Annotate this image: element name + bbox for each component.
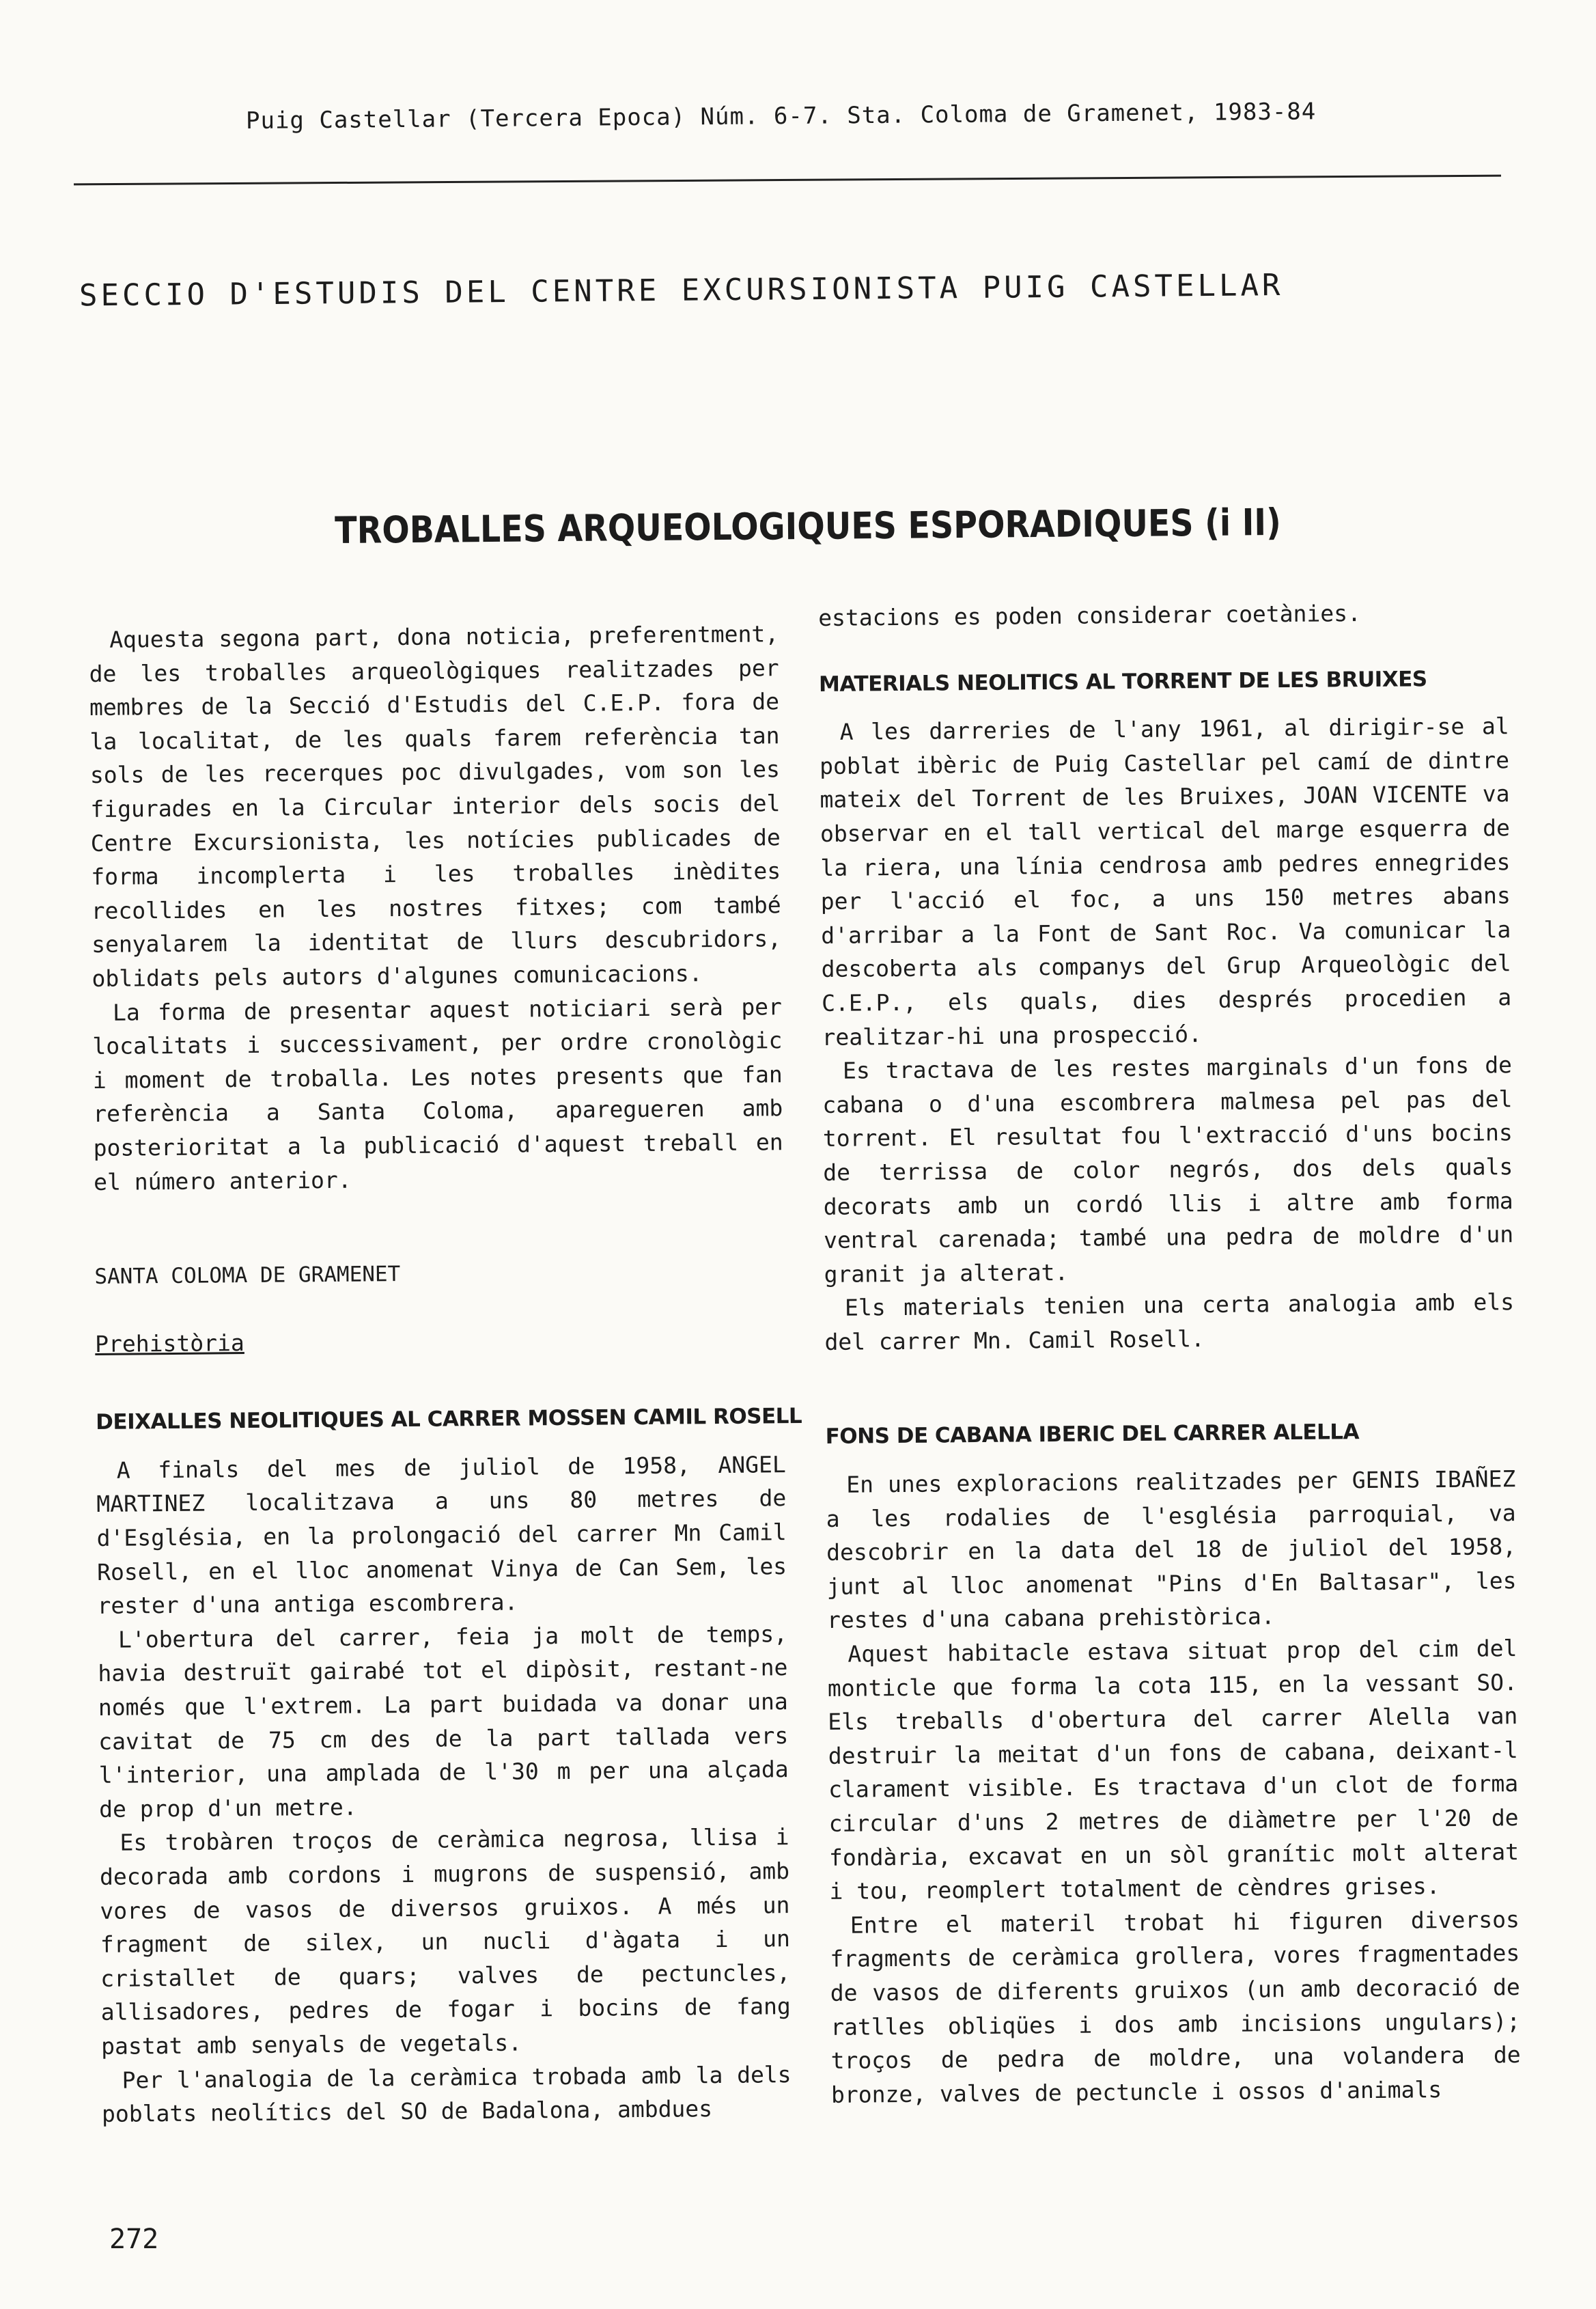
place-heading: SANTA COLOMA DE GRAMENET [94, 1262, 401, 1290]
section-1-paragraph-4: Per l'analogia de la ceràmica trobada amb la dels poblats neolítics del SO de Badalona, ambdues [101, 2060, 792, 2128]
running-head: Puig Castellar (Tercera Epoca) Núm. 6-7. Sta. Coloma de Gramenet, 1983-84 [245, 98, 1317, 135]
intro-paragraph-1: Aquesta segona part, dona noticia, preferentment, de les troballes arqueològiques realitzades per membres de la Secció d'Estudis del C.E.P. fora de la localitat, de les quals farem referència tan sols de les recerques poc divulgades, vom son les figurades en la Circular interior dels socis del Centre Excursionista, les notícies publicades de forma incomplerta i les troballes inèdites recollides en les nostres fitxes; com també senyalarem la identitat de llurs descubridors, oblidats pels autors d'algunes comunicacions. [89, 620, 782, 992]
section-1-paragraph-2: L'obertura del carrer, feia ja molt de temps, havia destruït gairabé tot el dipòsit, restant-ne només que l'extrem. La part buidada va donar una cavitat de 75 cm des de la part tallada vers l'interior, una amplada de l'30 m per una alçada de prop d'un metre. [98, 1620, 789, 1823]
section-title: SECCIO D'ESTUDIS DEL CENTRE EXCURSIONISTA PUIG CASTELLAR [79, 268, 1284, 314]
section-heading-1: DEIXALLES NEOLITIQUES AL CARRER MOSSEN CAMIL ROSELL [96, 1404, 802, 1435]
section-2-paragraph-3: Els materials tenien una certa analogia amb els del carrer Mn. Camil Rosell. [824, 1288, 1515, 1355]
section-3-paragraph-2: Aquest habitacle estava situat prop del cim del monticle que forma la cota 115, en la vessant SO. Els treballs d'obertura del carrer Alella van destruir la meitat d'un fons de cabana, deixant-l clarament visible. Es tractava d'un clot de forma circular d'uns 2 metres de diàmetre per l'20 de fondària, excavat en un sòl granític molt alterat i tou, reomplert totalment de cèndres grises. [827, 1635, 1520, 1905]
section-heading-2: MATERIALS NEOLITICS AL TORRENT DE LES BRUIXES [818, 666, 1427, 697]
continuation-text: estacions es poden considerar coetànies. [818, 600, 1362, 631]
intro-paragraph-2: La forma de presentar aquest noticiari serà per localitats i successivament, per ordre cronològic i moment de troballa. Les notes presents que fan referència a Santa Coloma, aparegueren amb posterioritat a la publicació d'aquest treball en el número anterior. [92, 993, 783, 1195]
header-rule [74, 175, 1501, 186]
section-heading-3: FONS DE CABANA IBERIC DEL CARRER ALELLA [825, 1420, 1360, 1450]
section-1-paragraph-1: A finals del mes de juliol de 1958, ANGEL MARTINEZ localitzava a uns 80 metres de d'Església, en la prolongació del carrer Mn Camil Rosell, en el lloc anomenat Vinya de Can Sem, les rester d'una antiga escombrera. [96, 1451, 787, 1620]
page-number: 272 [109, 2224, 159, 2255]
period-subheading: Prehistòria [95, 1329, 244, 1357]
section-2-paragraph-2: Es tractava de les restes marginals d'un fons de cabana o d'una escombrera malmesa pel pas del torrent. El resultat fou l'extracció d'uns bocins de terrissa de color negrós, dos dels quals decorats amb un cordó llis i altre amb forma ventral carenada; també una pedra de moldre d'un granit ja alterat. [822, 1051, 1514, 1288]
left-column [89, 617, 802, 2131]
section-3-paragraph-1: En unes exploracions realitzades per GENIS IBAÑEZ a les rodalies de l'església parroquial, va descobrir en la data del 18 de juliol del 1958, junt al lloc anomenat "Pins d'En Baltasar", les restes d'una cabana prehistòrica. [826, 1465, 1517, 1634]
article-title: TROBALLES ARQUEOLOGIQUES ESPORADIQUES (i II) [335, 500, 1282, 552]
section-2-paragraph-1: A les darreries de l'any 1961, al dirigir-se al poblat ibèric de Puig Castellar pel camí de dintre mateix del Torrent de les Bruixes, JOAN VICENTE va observar en el tall vertical del marge esquerra de la riera, una línia cendrosa amb pedres ennegrides per l'acció el foc, a uns 150 metres abans d'arribar a la Font de Sant Roc. Va comunicar la descoberta als companys del Grup Arqueològic del C.E.P., els quals, dies després procedien a realitzar-hi una prospecció. [819, 713, 1512, 1051]
right-column [818, 595, 1521, 2112]
section-3-paragraph-3: Entre el materil trobat hi figuren diversos fragments de ceràmica grollera, vores fragmentades de vasos de diferents gruixos (un amb decoració de ratlles obliqües i dos amb incisions ungulars); troços de pedra de moldre, una volandera de bronze, valves de pectuncle i ossos d'animals [830, 1905, 1521, 2108]
section-1-paragraph-3: Es trobàren troços de ceràmica negrosa, llisa i decorada amb cordons i mugrons de suspensió, amb vores de vasos de diversos gruixos. A més un fragment de silex, un nucli d'àgata i un cristallet de quars; valves de pectuncles, allisadores, pedres de fogar i bocins de fang pastat amb senyals de vegetals. [99, 1823, 791, 2060]
